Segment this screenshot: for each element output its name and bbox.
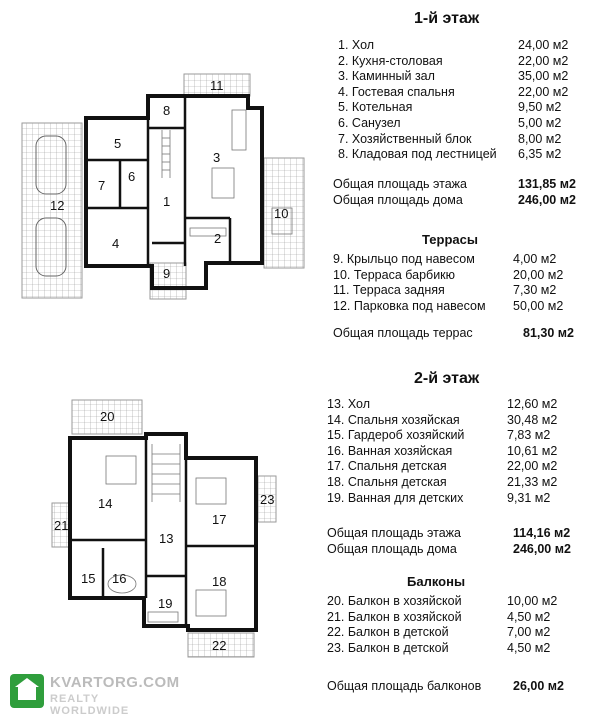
room-name: 21. Балкон в хозяйской [327,609,462,624]
table-row [327,625,557,641]
table-row [333,299,563,315]
plan2-label: 17 [212,512,227,527]
room-area: 20,00 м2 [513,267,564,282]
room-area: 7,00 м2 [507,625,551,640]
room-area: 9,50 м2 [518,100,562,115]
floor1-room-list [338,38,568,163]
room-name: 18. Спальня детская [327,474,447,489]
table-row [327,397,557,413]
total-label: Общая площадь этажа [333,177,467,191]
plan2-label: 19 [158,596,173,611]
total-value: 246,00 м2 [513,542,571,556]
room-name: 20. Балкон в хозяйской [327,594,462,608]
room-name: 13. Хол [327,397,371,411]
total-value: 26,00 м2 [513,679,564,693]
total-value: 246,00 м2 [518,193,576,207]
sofa-icon [232,110,246,150]
total-label: Общая площадь балконов [327,679,482,693]
house-icon [10,674,44,708]
total-label: Общая площадь этажа [327,526,461,540]
bathtub-icon [148,612,178,622]
table-row [338,69,568,85]
plan1-label: 12 [50,198,65,213]
floor2-room-list [327,397,557,506]
table-row [327,594,557,610]
balconies-title: Балконы [407,574,466,589]
room-area: 4,50 м2 [507,640,551,655]
room-name: 23. Балкон в детской [327,640,449,655]
room-name: 7. Хозяйственный блок [338,131,472,146]
plan1-label: 3 [213,150,221,165]
room-name: 14. Спальня хозяйская [327,412,460,427]
table-row [327,413,557,429]
table-row [327,491,557,507]
room-name: 6. Санузел [338,115,401,130]
room-name: 10. Терраса барбикю [333,267,456,282]
plan1-label: 2 [214,231,222,246]
plan2-label: 18 [212,574,227,589]
terraces-list [333,252,563,314]
bed-icon [196,478,226,504]
room-name: 19. Ванная для детских [327,490,464,505]
watermark-logo [6,672,180,717]
room-area: 21,33 м2 [507,474,558,489]
plan2-label: 23 [260,492,275,507]
room-name: 3. Каминный зал [338,69,435,84]
bed-icon [196,590,226,616]
table-row [327,641,557,657]
plan2-label: 22 [212,638,227,653]
room-area: 30,48 м2 [507,412,558,427]
plan1-label: 4 [112,236,120,251]
table-row [338,38,568,54]
room-name: 5. Котельная [338,100,413,115]
table-row [338,132,568,148]
plan1-label: 10 [274,206,289,221]
room-area: 10,61 м2 [507,443,558,458]
plan2-label: 14 [98,496,113,511]
table-row [333,252,563,268]
floor-plan-1 [20,68,310,308]
table-row [333,283,563,299]
table-row [327,444,557,460]
room-name: 22. Балкон в детской [327,625,449,640]
table-row [338,147,568,163]
room-area: 22,00 м2 [518,53,569,68]
plan1-label: 6 [128,169,136,184]
plan2-label: 13 [159,531,174,546]
watermark-brand: KVARTORG.COM [50,674,180,691]
room-area: 5,00 м2 [518,115,562,130]
room-name: 1. Хол [338,38,375,52]
plan1-label: 11 [210,78,224,93]
room-name: 12. Парковка под навесом [333,298,486,313]
room-area: 35,00 м2 [518,69,569,84]
total-label: Общая площадь террас [333,326,473,340]
room-area: 7,83 м2 [507,428,551,443]
plan2-label: 21 [54,518,69,533]
floor1-title: 1-й этаж [414,10,480,27]
room-area: 9,31 м2 [507,490,551,505]
room-area: 22,00 м2 [507,459,558,474]
plan1-label: 1 [163,194,171,209]
table-row [338,100,568,116]
dining-table-icon [212,168,234,198]
table-row [338,85,568,101]
room-area: 24,00 м2 [518,38,569,52]
total-label: Общая площадь дома [333,193,463,207]
room-name: 8. Кладовая под лестницей [338,147,497,162]
watermark-tagline: REALTY WORLDWIDE [50,693,130,717]
table-row [333,268,563,284]
room-area: 12,60 м2 [507,397,558,411]
room-name: 9. Крыльцо под навесом [333,252,475,266]
bed-icon [106,456,136,484]
plan1-label: 9 [163,266,171,281]
room-name: 15. Гардероб хозяйский [327,428,465,443]
total-value: 131,85 м2 [518,177,576,191]
floor-plan-2 [48,398,288,663]
room-area: 6,35 м2 [518,147,562,162]
plan2-label: 20 [100,409,115,424]
room-area: 10,00 м2 [507,594,558,608]
room-area: 4,00 м2 [513,252,557,266]
table-row [327,610,557,626]
balconies-list [327,594,557,656]
plan2-label: 16 [112,571,127,586]
room-area: 4,50 м2 [507,609,551,624]
room-area: 7,30 м2 [513,283,557,298]
table-row [327,475,557,491]
room-name: 2. Кухня-столовая [338,53,443,68]
floor2-title: 2-й этаж [414,370,480,387]
total-value: 114,16 м2 [513,526,571,540]
room-name: 17. Спальня детская [327,459,447,474]
room-name: 16. Ванная хозяйская [327,443,453,458]
plan1-label: 8 [163,103,171,118]
room-area: 22,00 м2 [518,84,569,99]
terraces-title: Террасы [422,232,478,247]
table-row [338,54,568,70]
table-row [338,116,568,132]
room-name: 4. Гостевая спальня [338,84,455,99]
table-row [327,459,557,475]
room-name: 11. Терраса задняя [333,283,445,298]
table-row [327,428,557,444]
plan2-label: 15 [81,571,96,586]
room-area: 50,00 м2 [513,298,564,313]
total-label: Общая площадь дома [327,542,457,556]
total-value: 81,30 м2 [523,326,574,340]
plan1-label: 5 [114,136,122,151]
plan1-label: 7 [98,178,106,193]
room-area: 8,00 м2 [518,131,562,146]
